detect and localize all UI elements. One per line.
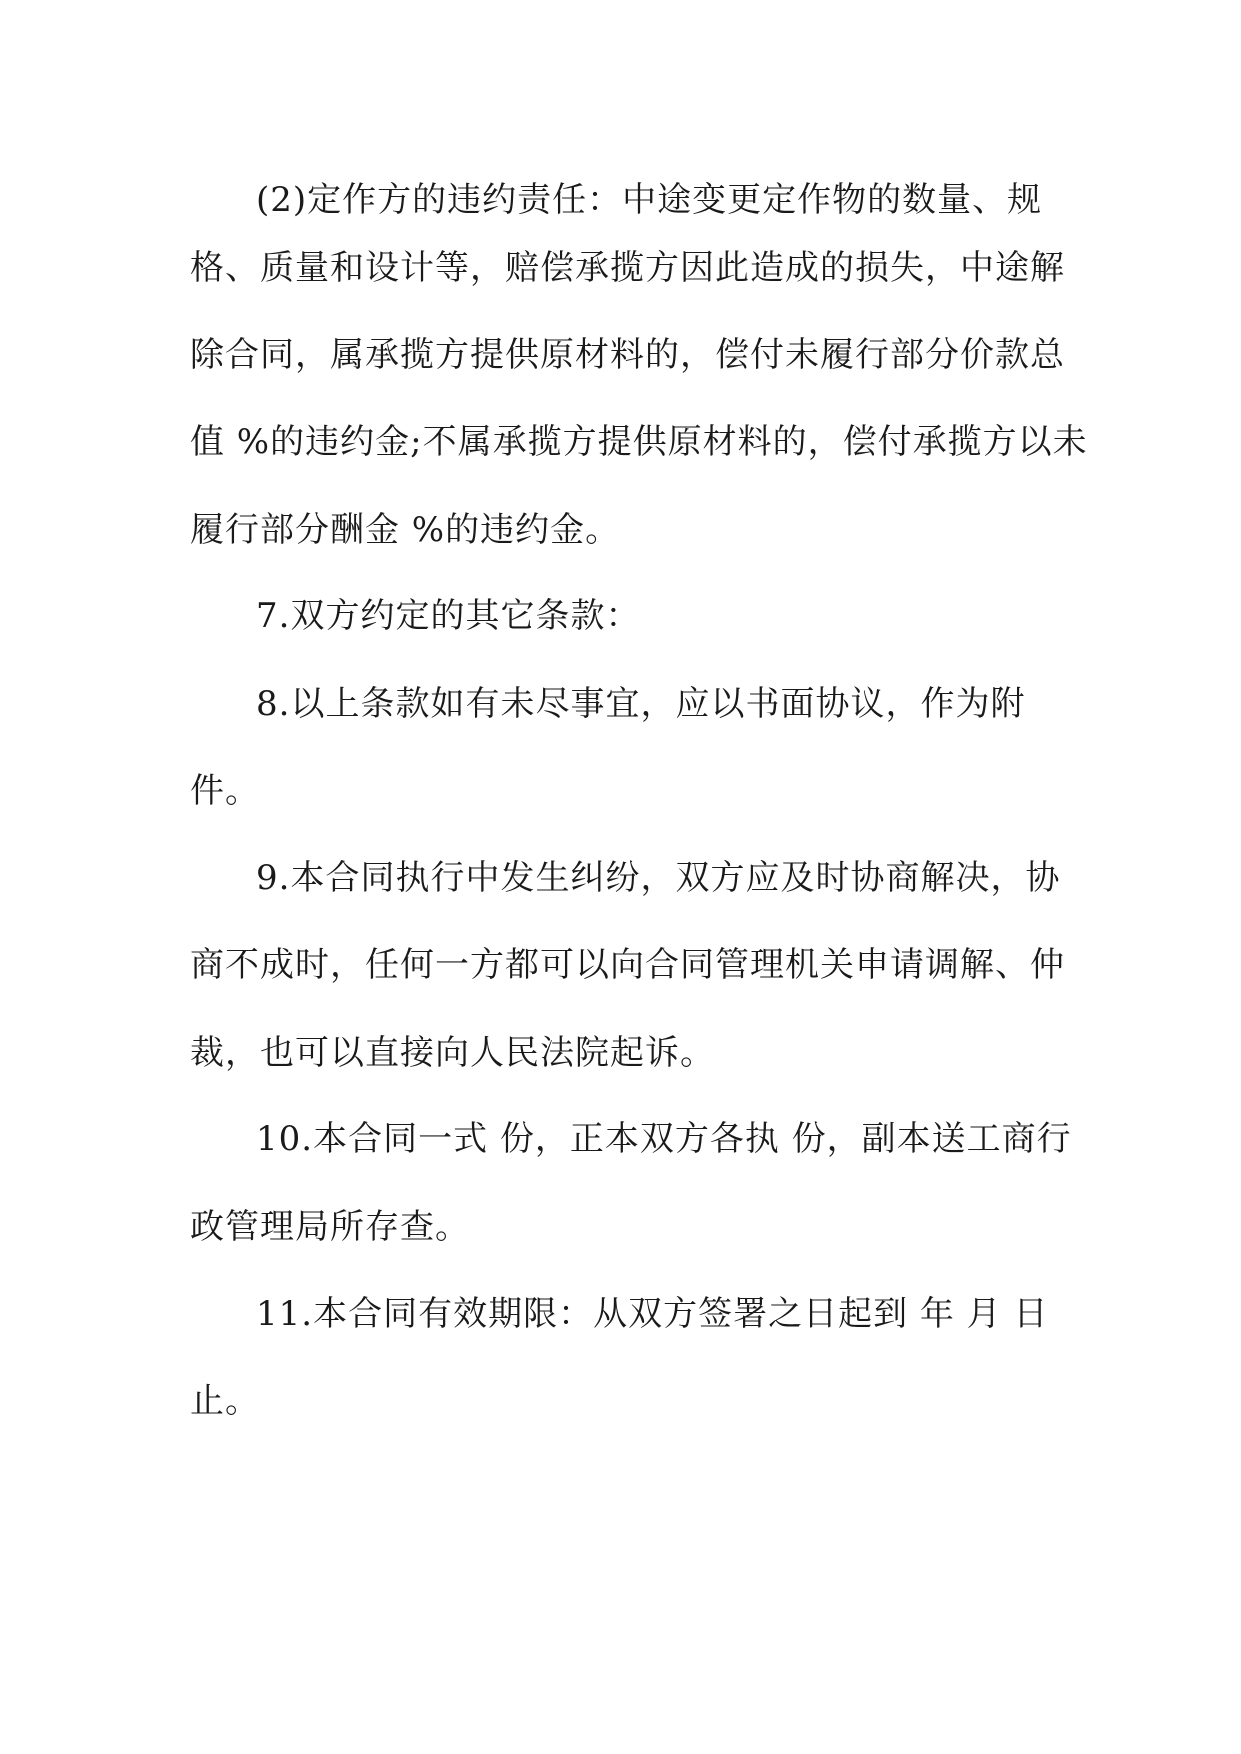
clause-11-line-1: 11.本合同有效期限：从双方签署之日起到 年 月 日 (256, 1294, 1049, 1334)
clause-8-line-1: 8.以上条款如有未尽事宜，应以书面协议，作为附 (256, 684, 1026, 724)
clause-9-line-1: 9.本合同执行中发生纠纷，双方应及时协商解决，协 (256, 858, 1061, 898)
clause-6-2-line-4: 值 %的违约金;不属承揽方提供原材料的，偿付承揽方以未 (190, 422, 1088, 462)
clause-6-2-line-5: 履行部分酬金 %的违约金。 (190, 510, 621, 550)
clause-11-line-2: 止。 (190, 1381, 260, 1421)
clause-6-2-line-3: 除合同，属承揽方提供原材料的，偿付未履行部分价款总 (190, 335, 1065, 375)
clause-7-line-1: 7.双方约定的其它条款： (256, 596, 641, 636)
clause-8-line-2: 件。 (190, 771, 260, 811)
clause-10-line-2: 政管理局所存查。 (190, 1207, 470, 1247)
clause-9-line-3: 裁，也可以直接向人民法院起诉。 (190, 1033, 715, 1073)
clause-6-2-line-2: 格、质量和设计等，赔偿承揽方因此造成的损失，中途解 (190, 248, 1065, 288)
clause-10-line-1: 10.本合同一式 份，正本双方各执 份，副本送工商行 (256, 1119, 1072, 1159)
clause-6-2-line-1: (2)定作方的违约责任：中途变更定作物的数量、规 (256, 180, 1043, 220)
clause-9-line-2: 商不成时，任何一方都可以向合同管理机关申请调解、仲 (190, 945, 1065, 985)
